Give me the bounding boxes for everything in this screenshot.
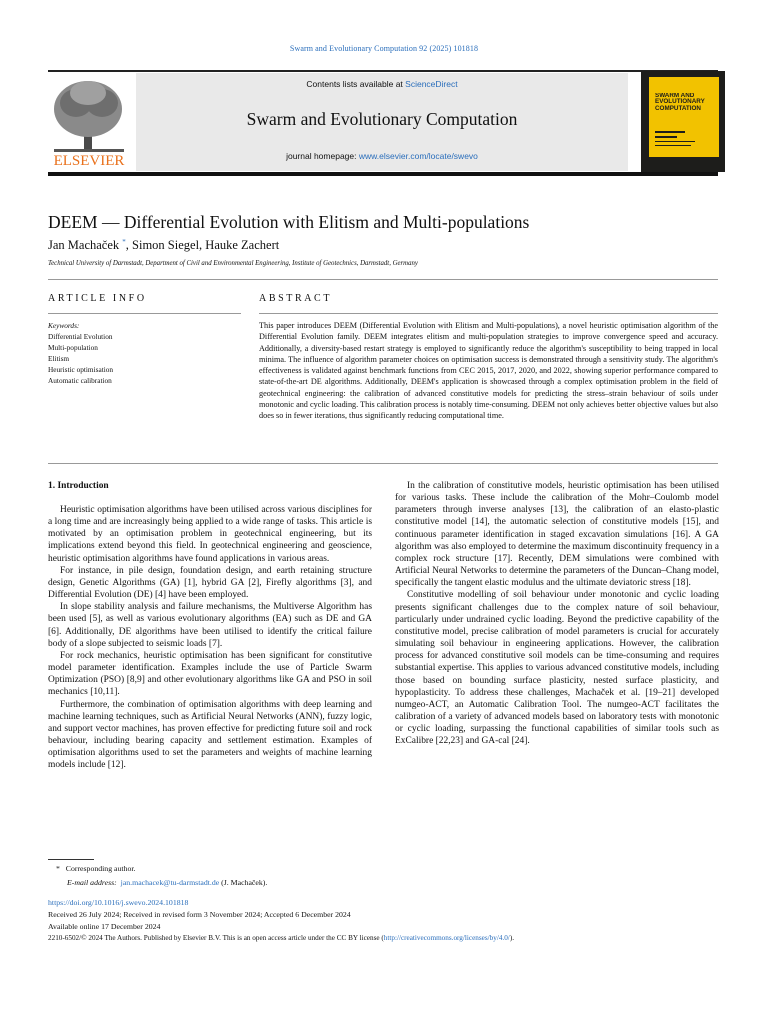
intro-heading: 1. Introduction [48, 481, 109, 491]
abstract-heading: ABSTRACT [259, 293, 333, 304]
email-link[interactable]: jan.machacek@tu-darmstadt.de [120, 878, 220, 887]
left-column [48, 504, 372, 771]
keyword-item: Automatic calibration [48, 376, 112, 386]
sciencedirect-link[interactable]: ScienceDirect [405, 79, 458, 89]
paragraph: Heuristic optimisation algorithms have been utilised across various disciplines for a long time and are increasingly being applied to a wide range of tasks. This article is motivated by an optimisation problem in geotechnical engineering, but its implications extend beyond this field. In geotechnical engineering and geoscience, heuristic optimisation algorithms have found applications in various areas. [48, 505, 372, 564]
paragraph: For rock mechanics, heuristic optimisation has been significant for constitutive model parameter identification. Examples include the use of Particle Swarm Optimization (PSO) [8,9] and other evolutionary algorithms like GA and PSO in soil mechanics [10,11]. [48, 650, 372, 698]
paragraph: Constitutive modelling of soil behaviour under monotonic and cyclic loading presents significant challenges due to the complex nature of soil behaviour, particularly under undrained cyclic loading. Beyond the predictive capability of the constitutive model, precise calibration of model parameters is crucial for accurately simulating soil behaviour in engineering applications. However, the calibration process for advanced constitutive soil models can be time-consuming and requires substantial expertise. This applies to various advanced constitutive models, including those based on bounding surface plasticity, nested surface plasticity, and hypoplasticity. To address these challenges, Machaček et al. [19–21] developed numgeo-ACT, an Automatic Calibration Tool. The numgeo-ACT facilitates the calibration of a variety of advanced models based on laboratory tests with monotonic or cyclic loading, surpassing the functional capabilities of similar tools such as ExCalibre [22,23] and GA-cal [24]. [395, 590, 719, 747]
abstract-text: This paper introduces DEEM (Differential Evolution with Elitism and Multi-populations), a novel heuristic optimisation algorithm of the Differential Evolution family. DEEM integrates elitism and multi-population strategies to improve convergence speed and accuracy. Additionally, a diversity-based restart strategy is employed to significantly reduce the algorithm's susceptibility to being trapped in local minima. The influence of algorithm parameter choices on optimisation success is demonstrated through a sensitivity study. The algorithm's effectiveness is validated against benchmark functions from CEC 2015, 2017, 2020, and 2022, showing superior performance compared to state-of-the-art DE algorithms. Additionally, DEEM's application is showcased through a complex optimisation problem in the field of geotechnical engineering: the calibration of advanced constitutive models for predicting the stress–strain behaviour of soils under monotonic and cyclic loading. This calibration process is notably time-consuming. DEEM not only achieves better objective values but also does so in fewer iterations, thus significantly reducing computational time. [259, 321, 718, 420]
received-dates: Received 26 July 2024; Received in revised form 3 November 2024; Accepted 6 December 2024 [48, 910, 351, 919]
article-info-heading: ARTICLE INFO [48, 293, 147, 304]
keywords-block [48, 320, 113, 387]
top-divider [48, 70, 718, 72]
license-link[interactable]: http://creativecommons.org/licenses/by/4.0/ [383, 934, 510, 942]
footnote-corresponding [56, 864, 136, 873]
available-online: Available online 17 December 2024 [48, 922, 161, 931]
affiliation: Technical University of Darmstadt, Department of Civil and Environmental Engineering, Institute of Geotechnics, Darmstadt, Germany [48, 260, 418, 267]
journal-cover [641, 71, 725, 172]
cover-title: SWARM AND EVOLUTIONARY COMPUTATION [655, 93, 705, 112]
elsevier-logo [48, 73, 130, 171]
homepage-line [136, 151, 628, 161]
article-info-rule [48, 313, 241, 314]
email-label: E-mail address: [67, 878, 117, 887]
homepage-link[interactable]: www.elsevier.com/locate/swevo [358, 151, 478, 161]
journal-title: Swarm and Evolutionary Computation [246, 109, 518, 129]
article-title: DEEM — Differential Evolution with Elitism and Multi-populations [48, 212, 530, 232]
keyword-item: Heuristic optimisation [48, 365, 114, 375]
abstract-rule [259, 313, 718, 314]
paragraph: Furthermore, the combination of optimisation algorithms with deep learning and machine learning techniques, such as Artificial Neural Networks (ANN), fuzzy logic, and support vector machines, has proven effective for predicting future soil and rock behaviour, including bearing capacity and settlement estimation. Examples of optimisation algorithms used to set the parameters and weights of machine learning models include [12]. [48, 699, 372, 771]
publisher-name: ELSEVIER [53, 153, 125, 169]
keyword-item: Elitism [48, 354, 70, 364]
doi-link[interactable]: https://doi.org/10.1016/j.swevo.2024.101818 [48, 898, 189, 907]
license-line [48, 934, 514, 942]
paragraph: In slope stability analysis and failure mechanisms, the Multiverse Algorithm has been used [5], as well as various evolutionary algorithms (EA) such as DE and GA [6]. Additionally, DE algorithms have been utilised to identify the critical failure body of a slope subjected to seismic loads [7]. [48, 602, 372, 649]
author-rest: , Simon Siegel, Hauke Zachert [125, 238, 280, 253]
elsevier-tree-icon [48, 73, 130, 171]
corresponding-label: Corresponding author. [65, 864, 136, 873]
paragraph: For instance, in pile design, foundation design, and earth retaining structure design, Genetic Algorithms (GA) [1], hybrid GA [2], Firefly algorithms [3], and Differential Evolution (DE) [4] have been employed. [48, 565, 372, 601]
author-list [48, 238, 279, 253]
right-column [395, 480, 719, 747]
contents-prefix: Contents lists available at [306, 79, 406, 89]
running-head[interactable]: Swarm and Evolutionary Computation 92 (2025) 101818 [289, 44, 479, 53]
corresponding-author-mark[interactable]: * [122, 238, 126, 246]
paragraph: In the calibration of constitutive models, heuristic optimisation has been utilised for various tasks. These include the calibration of the Mohr–Coulomb model parameters through inverse analyses [13], the calibration of an elasto-plastic constitutive model [14], the automatic selection of constitutive models [15], and continuous parameter identification in staged excavation simulations [16]. A GA algorithm was also employed to determine the maximum discontinuity frequency in a complex rock structure [17]. Recently, DEM simulations were combined with Artificial Neural Networks to determine the parameters of the Duncan–Chang model, specifically the tangent elastic modulus and the ultimate deviatoric stress [18]. [395, 481, 719, 589]
email-suffix: (J. Machaček). [221, 878, 268, 887]
author-first: Jan Machaček [48, 238, 123, 253]
keyword-item: Differential Evolution [48, 332, 113, 342]
header-bottom-rule [48, 172, 718, 176]
homepage-prefix: journal homepage: [286, 151, 359, 161]
keywords-label: Keywords: [48, 321, 80, 330]
section-divider [48, 279, 718, 280]
footnote-mark: * [56, 864, 60, 873]
footnote-rule [48, 859, 94, 860]
abstract-bottom-rule [48, 463, 718, 464]
contents-line [136, 79, 628, 89]
license-prefix: 2210-6502/© 2024 The Authors. Published by Elsevier B.V. This is an open access article under the CC BY license ( [48, 934, 384, 942]
license-suffix: ). [509, 934, 515, 942]
keyword-item: Multi-population [48, 343, 98, 353]
footnote-email [67, 878, 267, 887]
